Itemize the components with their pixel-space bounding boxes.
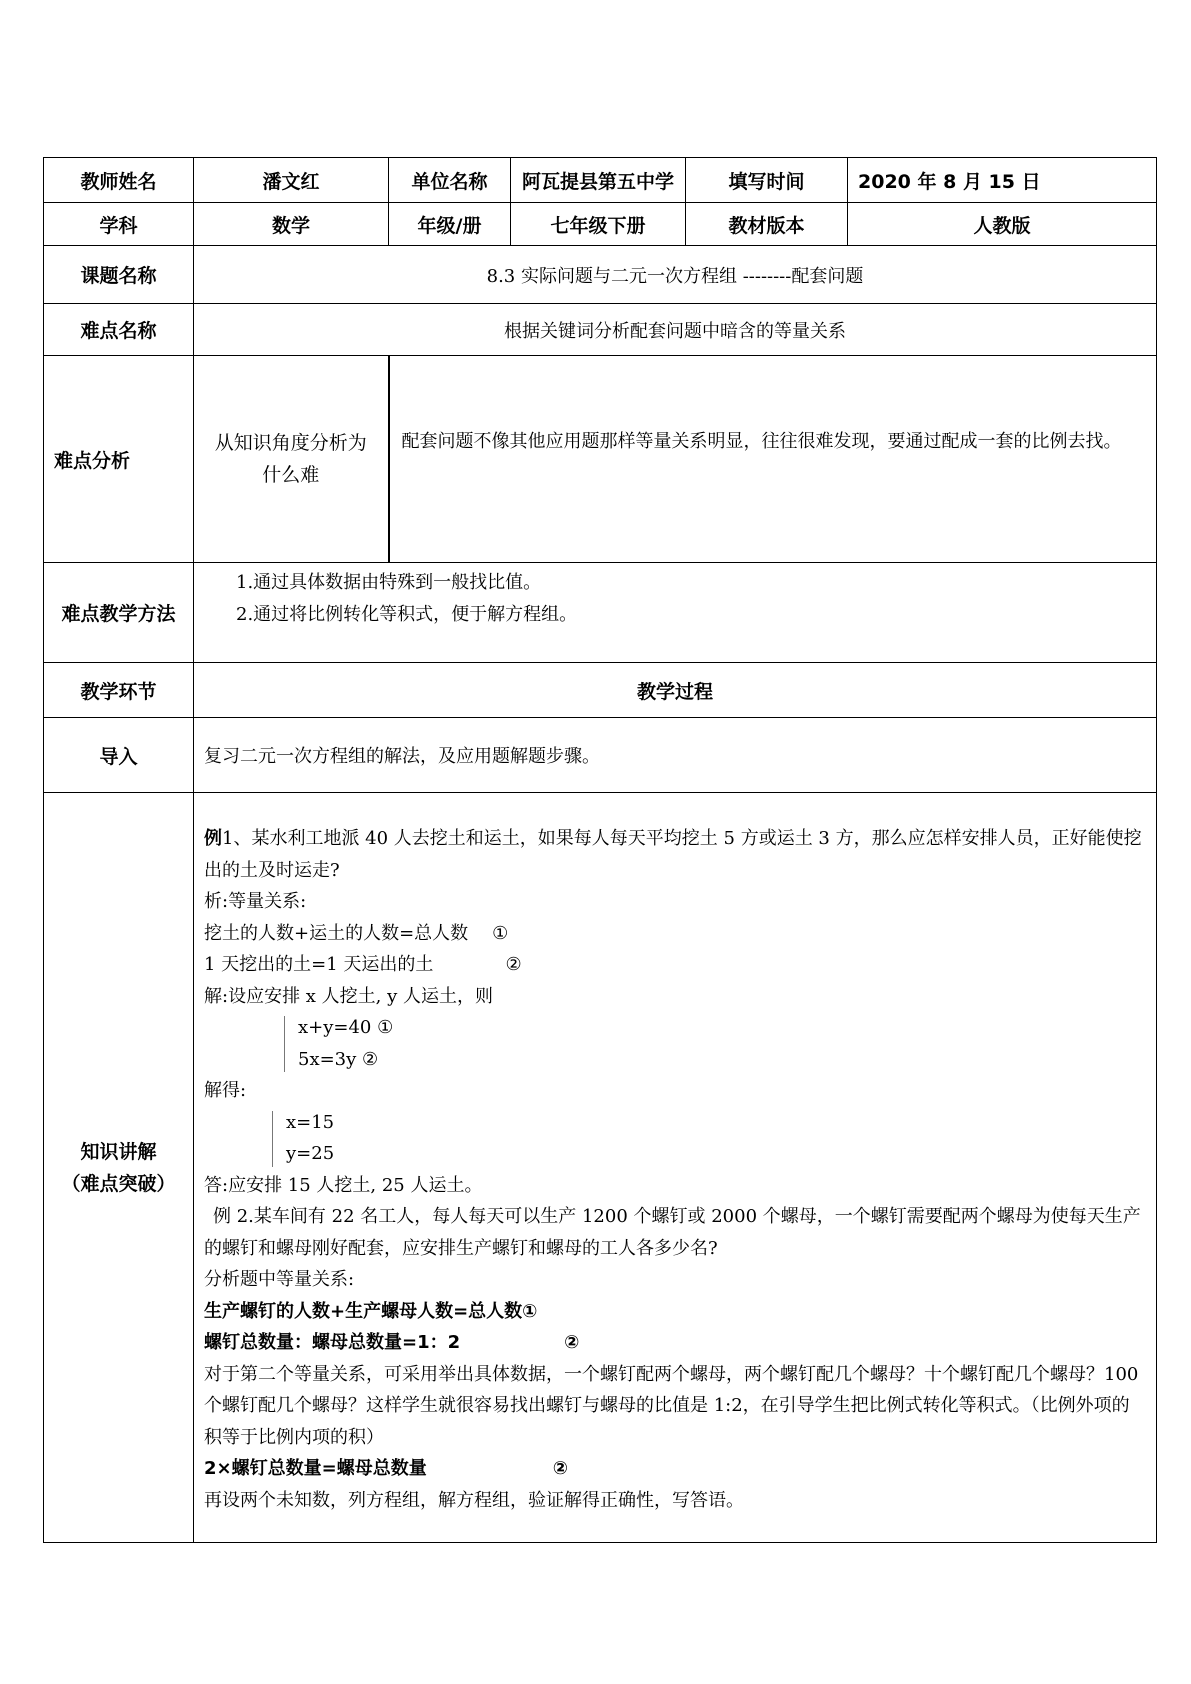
example-2-relation-1: 生产螺钉的人数+生产螺母人数=总人数① — [204, 1300, 538, 1322]
example-1-answer: 答:应安排 15 人挖土, 25 人运土。 — [204, 1174, 483, 1196]
difficulty-row — [44, 304, 1157, 356]
brace-mark — [272, 1111, 275, 1167]
analysis-row — [44, 356, 1157, 563]
example-1-equation-1: x+y=40 ① — [298, 1017, 394, 1038]
teacher-value: 潘文红 — [194, 158, 389, 203]
header-row-1 — [44, 158, 1157, 203]
knowledge-row — [44, 793, 1157, 1543]
example-1-relation-1 — [204, 918, 1146, 950]
grade-value: 七年级下册 — [511, 203, 686, 246]
method-item-1: 1.通过具体数据由特殊到一般找比值。 — [236, 572, 542, 593]
example-1-relation-2 — [204, 949, 1146, 981]
example-1-prefix: 例 — [204, 828, 222, 849]
example-2-relation-2 — [204, 1327, 1146, 1359]
example-2-relation-2-text: 螺钉总数量：螺母总数量=1：2 — [204, 1332, 461, 1353]
example-2-text: 例 2.某车间有 22 名工人，每人每天可以生产 1200 个螺钉或 2000 个螺母，一个螺钉需要配两个螺母为使每天生产的螺钉和螺母刚好配套，应安排生产螺钉和螺母的工人各多少名? — [204, 1206, 1141, 1259]
unit-value: 阿瓦提县第五中学 — [511, 158, 686, 203]
example-1-solve: 解:设应安排 x 人挖土, y 人运土，则 — [204, 985, 493, 1007]
method-item-2: 2.通过将比例转化等积式，便于解方程组。 — [236, 604, 578, 625]
example-2-relation-3 — [204, 1453, 1146, 1485]
method-row — [44, 563, 1157, 663]
intro-label: 导入 — [44, 718, 194, 793]
example-1-equation-system — [204, 1012, 1146, 1075]
topic-label: 课题名称 — [44, 246, 194, 304]
example-2-relation-3-text: 2×螺钉总数量=螺母总数量 — [204, 1458, 427, 1479]
example-1 — [204, 823, 1146, 886]
example-1-text: 1、某水利工地派 40 人去挖土和运土，如果每人每天平均挖土 5 方或运土 3 方，那么应怎样安排人员，正好能使挖出的土及时运走? — [204, 828, 1142, 881]
teacher-label: 教师姓名 — [44, 158, 194, 203]
intro-row — [44, 718, 1157, 793]
method-label: 难点教学方法 — [44, 563, 194, 663]
difficulty-label: 难点名称 — [44, 304, 194, 356]
analysis-label: 难点分析 — [44, 356, 194, 563]
topic-row — [44, 246, 1157, 304]
brace-mark — [284, 1016, 287, 1072]
subject-value: 数学 — [194, 203, 389, 246]
analysis-value: 配套问题不像其他应用题那样等量关系明显，往往很难发现，要通过配成一套的比例去找。 — [389, 356, 1157, 563]
example-1-relation-1-text: 挖土的人数+运土的人数=总人数 — [204, 922, 469, 944]
process-header-row — [44, 663, 1157, 718]
process-label: 教学环节 — [44, 663, 194, 718]
method-list — [194, 563, 1157, 663]
header-row-2 — [44, 203, 1157, 246]
knowledge-label-line2: （难点突破） — [61, 1172, 176, 1195]
intro-value: 复习二元一次方程组的解法，及应用题解题步骤。 — [194, 718, 1157, 793]
example-1-relation-2-text: 1 天挖出的土=1 天运出的土 — [204, 954, 434, 975]
example-1-result-2: y=25 — [286, 1143, 335, 1164]
edition-label: 教材版本 — [686, 203, 848, 246]
knowledge-content — [194, 793, 1157, 1543]
knowledge-label — [44, 793, 194, 1543]
process-value: 教学过程 — [194, 663, 1157, 718]
example-2-analysis: 分析题中等量关系: — [204, 1269, 355, 1290]
difficulty-value: 根据关键词分析配套问题中暗含的等量关系 — [194, 304, 1157, 356]
example-1-equation-2: 5x=3y ② — [298, 1048, 379, 1070]
example-1-result-1: x=15 — [286, 1111, 335, 1133]
grade-label: 年级/册 — [389, 203, 511, 246]
date-value: 2020 年 8 月 15 日 — [848, 158, 1157, 203]
example-2-relation-2-mark: ② — [564, 1332, 580, 1353]
knowledge-label-line1: 知识讲解 — [80, 1140, 157, 1163]
example-2-final: 再设两个未知数，列方程组，解方程组，验证解得正确性，写答语。 — [204, 1489, 744, 1511]
date-label: 填写时间 — [686, 158, 848, 203]
example-1-relation-2-mark: ② — [505, 954, 522, 975]
subject-label: 学科 — [44, 203, 194, 246]
example-1-solved: 解得: — [204, 1080, 247, 1101]
lesson-plan-table — [43, 157, 1157, 1543]
analysis-sub-label: 从知识角度分析为什么难 — [194, 356, 389, 563]
unit-label: 单位名称 — [389, 158, 511, 203]
edition-value: 人教版 — [848, 203, 1157, 246]
example-1-result-system — [204, 1107, 1146, 1170]
example-1-relation-1-mark: ① — [492, 922, 509, 944]
example-1-analysis: 析:等量关系: — [204, 891, 307, 912]
example-2-explain: 对于第二个等量关系，可采用举出具体数据，一个螺钉配两个螺母，两个螺钉配几个螺母？十个螺钉配几个螺母？100 个螺钉配几个螺母？这样学生就很容易找出螺钉与螺母的比值是 1:2，在引导学生把比例式转化等积式。（比例外项的积等于比例内项的积） — [204, 1363, 1139, 1448]
example-2-relation-3-mark: ② — [552, 1458, 568, 1479]
topic-value: 8.3 实际问题与二元一次方程组 --------配套问题 — [194, 246, 1157, 304]
